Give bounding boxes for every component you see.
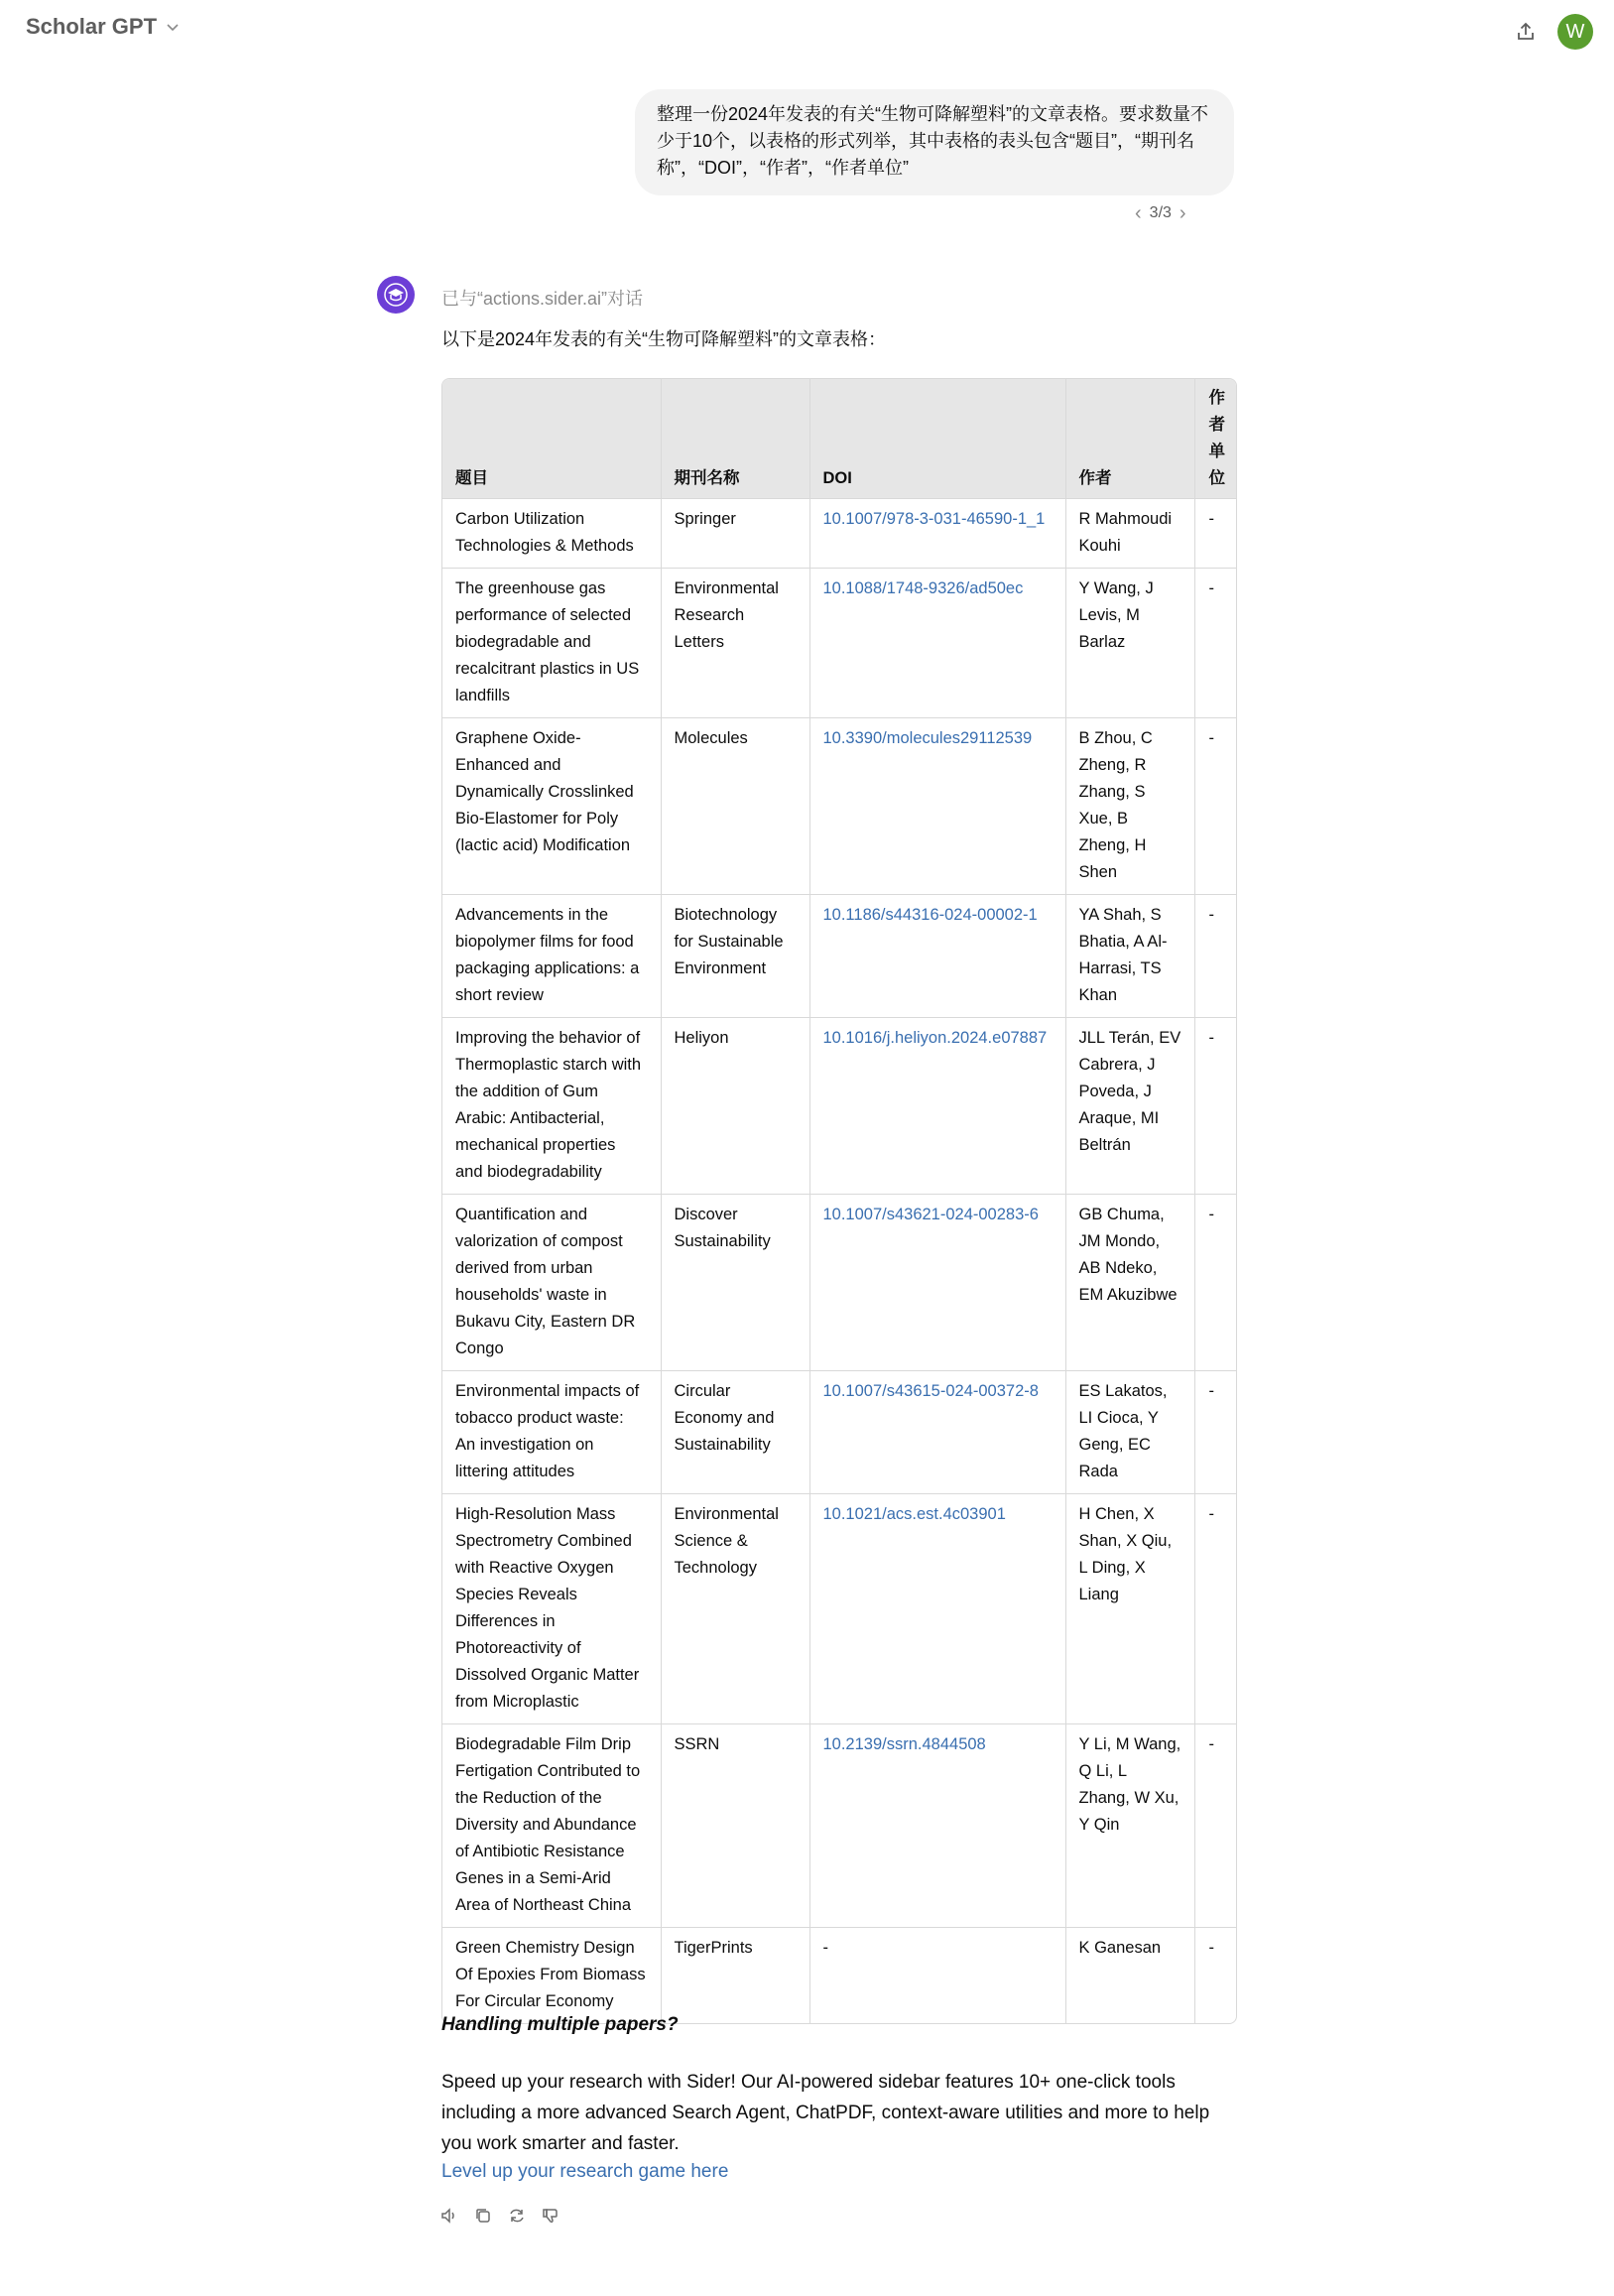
cell-authors: H Chen, X Shan, X Qiu, L Ding, X Liang [1065,1494,1194,1724]
promo-link[interactable]: Level up your research game here [441,2161,729,2182]
cell-affiliation: - [1208,1939,1214,1957]
cell-title: Graphene Oxide-Enhanced and Dynamically Crosslinked Bio-Elastomer for Poly (lactic acid) Modification [442,718,661,895]
cell-journal: TigerPrints [661,1928,809,2024]
message-pager [1135,204,1186,222]
cell-affiliation: - [1194,1018,1236,1195]
table-row [442,1928,1236,2024]
cell-affiliation: - [1194,1494,1236,1724]
table-row [442,499,1236,569]
top-bar [0,0,1614,64]
cell-doi[interactable]: 10.1007/s43621-024-00283-6 [809,1195,1065,1371]
cell-journal: Discover Sustainability [661,1195,809,1371]
dislike-button[interactable] [540,2205,561,2227]
table-row [442,569,1236,718]
regenerate-button[interactable] [506,2205,528,2227]
cell-title: Carbon Utilization Technologies & Methods [442,499,661,569]
cell-affiliation: - [1194,569,1236,718]
cell-title: Green Chemistry Design Of Epoxies From Biomass For Circular Economy [442,1928,661,2024]
table-row [442,718,1236,895]
cell-journal: Springer [661,499,809,569]
table-row [442,1724,1236,1928]
table-row [442,1494,1236,1724]
thumbs-down-icon [541,2206,560,2226]
share-icon [1515,21,1537,43]
cell-doi[interactable]: 10.1007/s43615-024-00372-8 [809,1371,1065,1494]
cell-authors: Y Wang, J Levis, M Barlaz [1065,569,1194,718]
pager-label: 3/3 [1149,204,1172,221]
user-message: 整理一份2024年发表的有关“生物可降解塑料”的文章表格。要求数量不少于10个，以表格的形式列举，其中表格的表头包含“题目”，“期刊名称”，“DOI”，“作者”，“作者单位” [635,89,1234,195]
cell-journal: Molecules [661,718,809,895]
cell-doi[interactable]: 10.1007/978-3-031-46590-1_1 [809,499,1065,569]
cell-title: Biodegradable Film Drip Fertigation Contributed to the Reduction of the Diversity and Abundance of Antibiotic Resistance Genes in a Semi-Arid Area of Northeast China [442,1724,661,1928]
cell-doi[interactable]: 10.1016/j.heliyon.2024.e07887 [809,1018,1065,1195]
model-switcher[interactable] [26,14,181,40]
scholar-gpt-logo-icon [377,276,415,314]
cell-doi[interactable]: 10.2139/ssrn.4844508 [809,1724,1065,1928]
cell-affiliation: - [1194,1724,1236,1928]
cell-title: Environmental impacts of tobacco product waste: An investigation on littering attitudes [442,1371,661,1494]
cell-journal: Environmental Science & Technology [661,1494,809,1724]
cell-authors: JLL Terán, EV Cabrera, J Poveda, J Araque, MI Beltrán [1065,1018,1194,1195]
cell-authors: K Ganesan [1065,1928,1194,2024]
regenerate-icon [507,2206,527,2226]
cell-title: The greenhouse gas performance of selected biodegradable and recalcitrant plastics in US landfills [442,569,661,718]
model-title: Scholar GPT [26,14,158,39]
cell-affiliation: - [1194,895,1236,1018]
table-row [442,1195,1236,1371]
table-row [442,1371,1236,1494]
cell-authors: GB Chuma, JM Mondo, AB Ndeko, EM Akuzibwe [1065,1195,1194,1371]
cell-title: High-Resolution Mass Spectrometry Combined with Reactive Oxygen Species Reveals Differences in Photoreactivity of Dissolved Organic Matter from Microplastic [442,1494,661,1724]
share-button[interactable] [1508,14,1544,50]
header-doi: DOI [809,379,1065,499]
previous-version-button[interactable]: ‹ [1135,202,1142,224]
header-affiliation: 作者单位 [1194,379,1236,499]
promo-title: Handling multiple papers? [441,2014,679,2035]
message-actions [438,2205,561,2227]
cell-authors: Y Li, M Wang, Q Li, L Zhang, W Xu, Y Qin [1065,1724,1194,1928]
header-authors: 作者 [1065,379,1194,499]
copy-icon [473,2206,493,2226]
cell-journal: Environmental Research Letters [661,569,809,718]
cell-title: Quantification and valorization of compost derived from urban households' waste in Bukavu City, Eastern DR Congo [442,1195,661,1371]
action-note[interactable]: 已与“actions.sider.ai”对话 [441,289,644,309]
promo-body: Speed up your research with Sider! Our AI-powered sidebar features 10+ one-click tools including a more advanced Search Agent, ChatPDF, context-aware utilities and more to help you work smarter and faster. [441,2072,1210,2154]
copy-button[interactable] [472,2205,494,2227]
table-row [442,1018,1236,1195]
cell-journal: SSRN [661,1724,809,1928]
chevron-down-icon [165,19,181,35]
cell-authors: B Zhou, C Zheng, R Zhang, S Xue, B Zheng, H Shen [1065,718,1194,895]
cell-title: Improving the behavior of Thermoplastic starch with the addition of Gum Arabic: Antibacterial, mechanical properties and biodegradability [442,1018,661,1195]
cell-doi[interactable]: 10.1088/1748-9326/ad50ec [809,569,1065,718]
cell-affiliation: - [1194,718,1236,895]
cell-doi: - [809,1928,1065,2024]
user-avatar[interactable]: W [1557,14,1593,50]
cell-affiliation: - [1194,1371,1236,1494]
table-row [442,895,1236,1018]
next-version-button[interactable]: › [1179,202,1186,224]
cell-affiliation: - [1194,1195,1236,1371]
speaker-icon [439,2206,459,2226]
cell-authors: YA Shah, S Bhatia, A Al-Harrasi, TS Khan [1065,895,1194,1018]
cell-doi[interactable]: 10.1021/acs.est.4c03901 [809,1494,1065,1724]
header-journal: 期刊名称 [661,379,809,499]
cell-affiliation: - [1194,499,1236,569]
cell-journal: Heliyon [661,1018,809,1195]
cell-journal: Circular Economy and Sustainability [661,1371,809,1494]
read-aloud-button[interactable] [438,2205,460,2227]
cell-title: Advancements in the biopolymer films for food packaging applications: a short review [442,895,661,1018]
papers-table [441,378,1237,2024]
cell-journal: Biotechnology for Sustainable Environment [661,895,809,1018]
cell-doi[interactable]: 10.3390/molecules29112539 [809,718,1065,895]
response-intro: 以下是2024年发表的有关“生物可降解塑料”的文章表格： [441,329,887,349]
header-title: 题目 [442,379,661,499]
cell-authors: ES Lakatos, LI Cioca, Y Geng, EC Rada [1065,1371,1194,1494]
cell-doi[interactable]: 10.1186/s44316-024-00002-1 [809,895,1065,1018]
cell-authors: R Mahmoudi Kouhi [1065,499,1194,569]
